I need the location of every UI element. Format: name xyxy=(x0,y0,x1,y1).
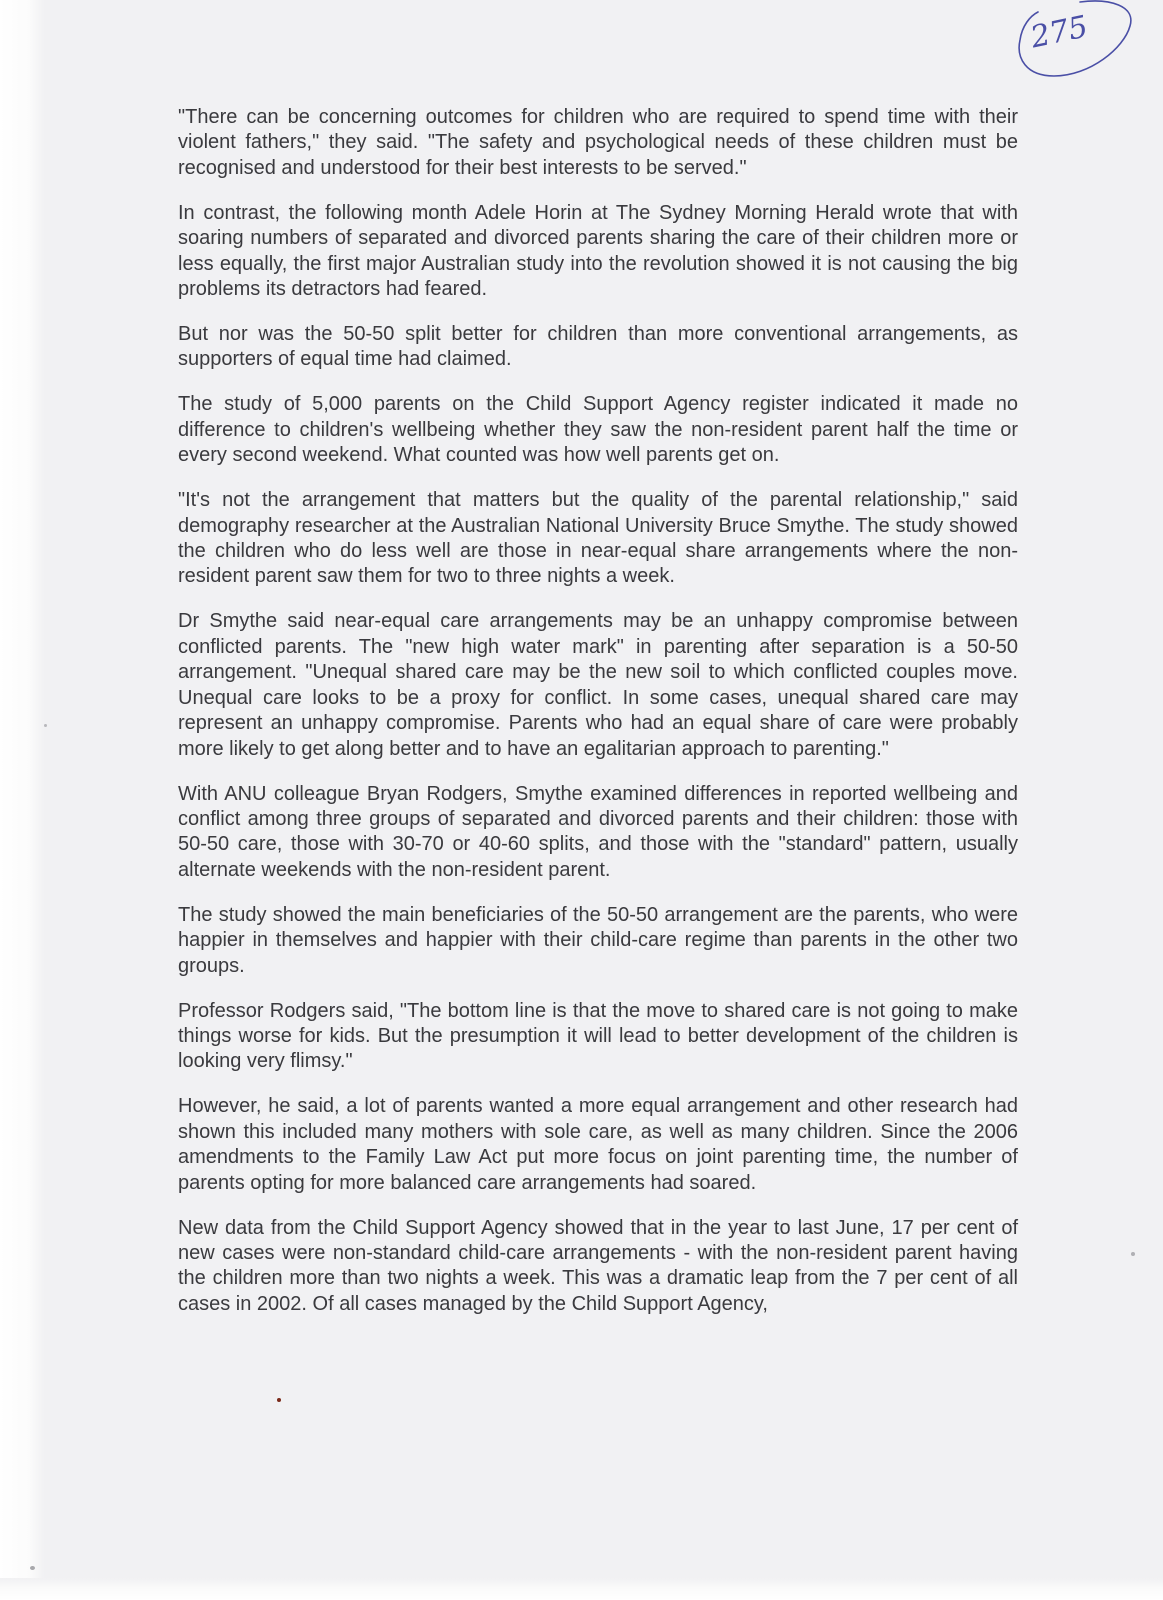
circled-number-annotation xyxy=(1010,0,1140,80)
scan-speck xyxy=(44,724,47,727)
paragraph: New data from the Child Support Agency showed that in the year to last June, 17 per cent of new cases were non-standard child-care arrangements - with the non-resident parent having the children more than two nights a week. This was a dramatic leap from the 7 per cent of all cases in 2002. Of all cases managed by the Child Support Agency, xyxy=(178,1216,1018,1315)
paragraph: The study of 5,000 parents on the Child Support Agency register indicated it made no difference to children's wellbeing whether they saw the non-resident parent half the time or every second weekend. What counted was how well parents get on. xyxy=(178,393,1018,467)
paragraph: "There can be concerning outcomes for children who are required to spend time with their violent fathers," they said. "The safety and psychological needs of these children must be recognised and understood for their best interests to be served." xyxy=(178,106,1018,179)
paragraph: With ANU colleague Bryan Rodgers, Smythe examined differences in reported wellbeing and conflict among three groups of separated and divorced parents and their children: those with 50-50 care, those with 30-70 or 40-60 splits, and those with the "standard" pattern, usually alternate weekends with the non-resident parent. xyxy=(178,782,1018,881)
scan-edge-bottom xyxy=(0,1578,1163,1600)
scan-speck xyxy=(30,1566,35,1570)
paragraph: But nor was the 50-50 split better for children than more conventional arrangements, as supporters of equal time had claimed. xyxy=(178,323,1018,371)
paragraph: The study showed the main beneficiaries of the 50-50 arrangement are the parents, who were happier in themselves and happier with their child-care regime than parents in the other two groups. xyxy=(178,903,1018,977)
handwritten-page-number xyxy=(1010,0,1140,80)
paragraph: "It's not the arrangement that matters but the quality of the parental relationship," said demography researcher at the Australian National University Bruce Smythe. The study showed the children who do less well are those in near-equal share arrangements where the non-resident parent saw them for two to three nights a week. xyxy=(178,489,1018,588)
paragraph: However, he said, a lot of parents wanted a more equal arrangement and other research had shown this included many mothers with sole care, as well as many children. Since the 2006 amendments to the Family Law Act put more focus on joint parenting time, the number of parents opting for more balanced care arrangements had soared. xyxy=(178,1095,1018,1194)
paragraph: Professor Rodgers said, "The bottom line is that the move to shared care is not going to make things worse for kids. But the presumption it will lead to better development of the children is looking very flimsy." xyxy=(178,999,1018,1073)
paragraph: Dr Smythe said near-equal care arrangements may be an unhappy compromise between conflicted parents. The "new high water mark" in parenting after separation is a 50-50 arrangement. "Unequal shared care may be the new soil to which conflicted couples move. Unequal care looks to be a proxy for conflict. In some cases, unequal shared care may represent an unhappy compromise. Parents who had an equal share of care were probably more likely to get along better and to have an egalitarian approach to parenting." xyxy=(178,610,1018,760)
paragraph: In contrast, the following month Adele Horin at The Sydney Morning Herald wrote that with soaring numbers of separated and divorced parents sharing the care of their children more or less equally, the first major Australian study into the revolution showed it is not causing the big problems its detractors had feared. xyxy=(178,201,1018,301)
scan-speck xyxy=(1131,1252,1135,1256)
page-number-text: 275 xyxy=(1027,9,1091,56)
ink-speck xyxy=(277,1398,281,1402)
scan-edge-left xyxy=(0,0,44,1600)
document-body xyxy=(178,105,1018,1337)
